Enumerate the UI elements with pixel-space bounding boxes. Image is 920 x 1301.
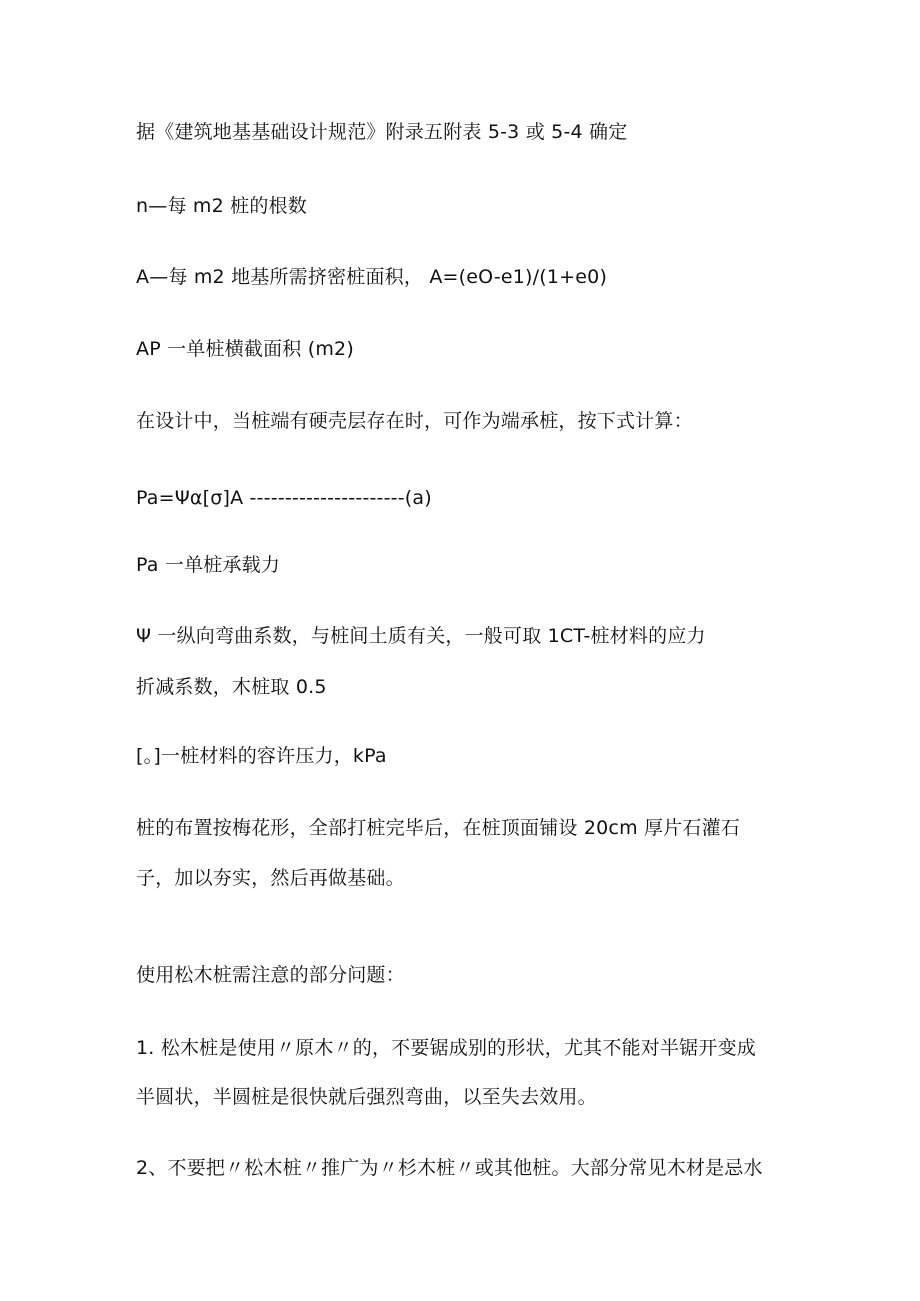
text-line-pa-definition: Pa 一单桩承载力 xyxy=(136,554,281,576)
section-heading-issues: 使用松木桩需注意的部分问题： xyxy=(136,964,405,986)
text-line-ap-definition: AP 一单桩横截面积 (m2) xyxy=(136,338,354,360)
text-line-a-definition: A—每 m2 地基所需挤密桩面积， A=(eO-e1)/(1+e0) xyxy=(136,266,608,288)
text-line-layout-note: 桩的布置按梅花形，全部打桩完毕后，在桩顶面铺设 20cm 厚片石灌石 xyxy=(136,817,741,839)
text-line-layout-continued: 子，加以夯实，然后再做基础。 xyxy=(136,867,405,889)
text-line-issue-1: 1. 松木桩是使用〃原木〃的，不要锯成别的形状，尤其不能对半锯开变成 xyxy=(136,1037,756,1059)
text-line-issue-1-continued: 半圆状，半圆桩是很快就后强烈弯曲，以至失去效用。 xyxy=(136,1086,597,1108)
text-line-spec-reference: 据《建筑地基基础设计规范》附录五附表 5-3 或 5-4 确定 xyxy=(136,121,628,143)
text-line-sigma-definition: [。]一桩材料的容许压力，kPa xyxy=(136,745,387,767)
text-line-n-definition: n—每 m2 桩的根数 xyxy=(136,195,307,217)
text-line-formula: Pa=Ψα[σ]A ----------------------(a) xyxy=(136,487,432,509)
text-line-psi-continued: 折减系数，木桩取 0.5 xyxy=(136,676,327,698)
text-line-issue-2: 2、不要把〃松木桩〃推广为〃杉木桩〃或其他桩。大部分常见木材是忌水 xyxy=(136,1157,763,1179)
text-line-psi-definition: Ψ 一纵向弯曲系数，与桩间土质有关，一般可取 1CT-桩材料的应力 xyxy=(136,625,706,647)
text-line-design-note: 在设计中，当桩端有硬壳层存在时，可作为端承桩，按下式计算： xyxy=(136,410,693,432)
